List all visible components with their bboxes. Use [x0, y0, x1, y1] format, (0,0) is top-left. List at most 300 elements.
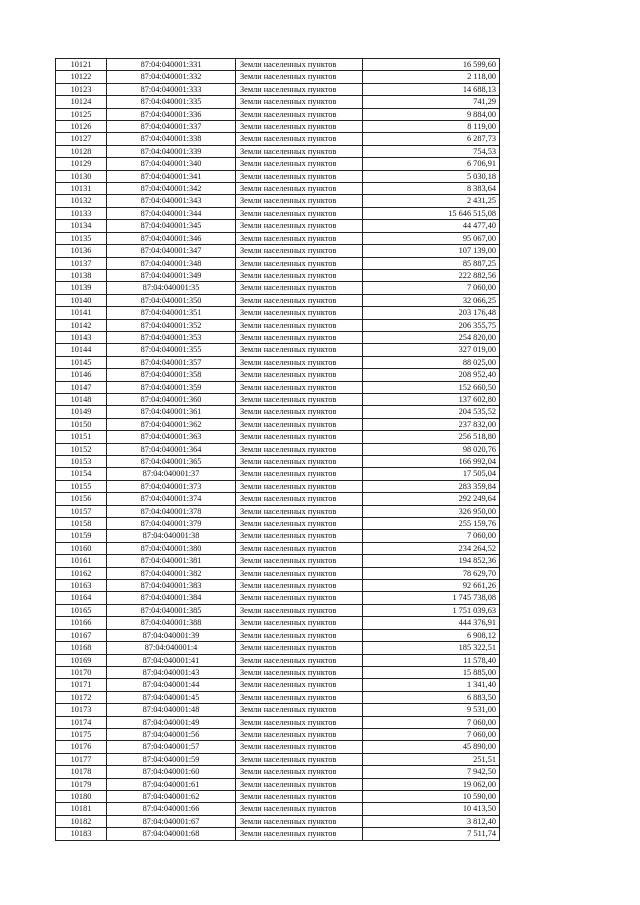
table-row — [56, 815, 500, 827]
table-row — [56, 294, 500, 306]
cadastral-number-cell: 87:04:040001:35 — [107, 282, 236, 294]
table-row — [56, 344, 500, 356]
table-row — [56, 220, 500, 232]
table-row — [56, 530, 500, 542]
land-category-cell: Земли населенных пунктов — [236, 803, 363, 815]
land-category-cell: Земли населенных пунктов — [236, 145, 363, 157]
land-category-cell: Земли населенных пунктов — [236, 257, 363, 269]
table-row — [56, 158, 500, 170]
value-cell: 6 706,91 — [363, 158, 500, 170]
value-cell: 98 020,76 — [363, 443, 500, 455]
row-number-cell: 10132 — [56, 195, 107, 207]
value-cell: 10 413,50 — [363, 803, 500, 815]
land-category-cell: Земли населенных пунктов — [236, 642, 363, 654]
cadastral-number-cell: 87:04:040001:351 — [107, 307, 236, 319]
value-cell: 8 119,00 — [363, 121, 500, 133]
value-cell: 6 908,12 — [363, 629, 500, 641]
row-number-cell: 10168 — [56, 642, 107, 654]
cadastral-number-cell: 87:04:040001:384 — [107, 592, 236, 604]
row-number-cell: 10125 — [56, 108, 107, 120]
land-category-cell: Земли населенных пунктов — [236, 331, 363, 343]
cadastral-number-cell: 87:04:040001:38 — [107, 530, 236, 542]
value-cell: 17 505,04 — [363, 468, 500, 480]
value-cell: 1 751 039,63 — [363, 604, 500, 616]
cadastral-number-cell: 87:04:040001:56 — [107, 728, 236, 740]
row-number-cell: 10163 — [56, 580, 107, 592]
table-row — [56, 443, 500, 455]
land-category-cell: Земли населенных пунктов — [236, 294, 363, 306]
row-number-cell: 10124 — [56, 96, 107, 108]
land-category-cell: Земли населенных пунктов — [236, 828, 363, 840]
cadastral-number-cell: 87:04:040001:385 — [107, 604, 236, 616]
cadastral-number-cell: 87:04:040001:382 — [107, 567, 236, 579]
land-category-cell: Земли населенных пунктов — [236, 629, 363, 641]
cadastral-number-cell: 87:04:040001:62 — [107, 790, 236, 802]
row-number-cell: 10134 — [56, 220, 107, 232]
row-number-cell: 10183 — [56, 828, 107, 840]
cadastral-number-cell: 87:04:040001:358 — [107, 369, 236, 381]
value-cell: 2 118,00 — [363, 71, 500, 83]
land-category-cell: Земли населенных пунктов — [236, 542, 363, 554]
land-category-cell: Земли населенных пунктов — [236, 269, 363, 281]
land-category-cell: Земли населенных пунктов — [236, 493, 363, 505]
table-row — [56, 269, 500, 281]
cadastral-number-cell: 87:04:040001:360 — [107, 393, 236, 405]
cadastral-number-cell: 87:04:040001:348 — [107, 257, 236, 269]
table-row — [56, 592, 500, 604]
cadastral-number-cell: 87:04:040001:345 — [107, 220, 236, 232]
land-category-cell: Земли населенных пунктов — [236, 480, 363, 492]
cadastral-number-cell: 87:04:040001:333 — [107, 83, 236, 95]
cadastral-number-cell: 87:04:040001:373 — [107, 480, 236, 492]
row-number-cell: 10131 — [56, 183, 107, 195]
table-row — [56, 381, 500, 393]
value-cell: 754,53 — [363, 145, 500, 157]
table-row — [56, 741, 500, 753]
cadastral-number-cell: 87:04:040001:338 — [107, 133, 236, 145]
cadastral-number-cell: 87:04:040001:388 — [107, 617, 236, 629]
value-cell: 254 820,00 — [363, 331, 500, 343]
value-cell: 92 661,26 — [363, 580, 500, 592]
value-cell: 234 264,52 — [363, 542, 500, 554]
row-number-cell: 10166 — [56, 617, 107, 629]
land-category-cell: Земли населенных пунктов — [236, 245, 363, 257]
cadastral-number-cell: 87:04:040001:37 — [107, 468, 236, 480]
value-cell: 14 688,13 — [363, 83, 500, 95]
land-category-cell: Земли населенных пунктов — [236, 518, 363, 530]
value-cell: 166 992,04 — [363, 456, 500, 468]
land-category-cell: Земли населенных пунктов — [236, 778, 363, 790]
land-category-cell: Земли населенных пунктов — [236, 220, 363, 232]
land-category-cell: Земли населенных пунктов — [236, 232, 363, 244]
row-number-cell: 10127 — [56, 133, 107, 145]
row-number-cell: 10173 — [56, 704, 107, 716]
value-cell: 152 660,50 — [363, 381, 500, 393]
table-row — [56, 170, 500, 182]
cadastral-number-cell: 87:04:040001:364 — [107, 443, 236, 455]
row-number-cell: 10121 — [56, 59, 107, 71]
row-number-cell: 10182 — [56, 815, 107, 827]
table-row — [56, 505, 500, 517]
land-category-cell: Земли населенных пунктов — [236, 604, 363, 616]
value-cell: 237 832,00 — [363, 418, 500, 430]
cadastral-number-cell: 87:04:040001:339 — [107, 145, 236, 157]
row-number-cell: 10130 — [56, 170, 107, 182]
table-row — [56, 108, 500, 120]
table-row — [56, 728, 500, 740]
row-number-cell: 10180 — [56, 790, 107, 802]
row-number-cell: 10169 — [56, 654, 107, 666]
row-number-cell: 10155 — [56, 480, 107, 492]
row-number-cell: 10157 — [56, 505, 107, 517]
row-number-cell: 10159 — [56, 530, 107, 542]
cadastral-number-cell: 87:04:040001:350 — [107, 294, 236, 306]
row-number-cell: 10152 — [56, 443, 107, 455]
cadastral-number-cell: 87:04:040001:359 — [107, 381, 236, 393]
land-category-cell: Земли населенных пунктов — [236, 530, 363, 542]
land-category-cell: Земли населенных пунктов — [236, 319, 363, 331]
table-row — [56, 691, 500, 703]
value-cell: 8 383,64 — [363, 183, 500, 195]
land-category-cell: Земли населенных пунктов — [236, 468, 363, 480]
land-category-cell: Земли населенных пунктов — [236, 195, 363, 207]
table-row — [56, 71, 500, 83]
cadastral-number-cell: 87:04:040001:383 — [107, 580, 236, 592]
value-cell: 16 599,60 — [363, 59, 500, 71]
value-cell: 1 745 738,08 — [363, 592, 500, 604]
row-number-cell: 10133 — [56, 207, 107, 219]
land-category-cell: Земли населенных пунктов — [236, 381, 363, 393]
land-category-cell: Земли населенных пунктов — [236, 431, 363, 443]
row-number-cell: 10145 — [56, 356, 107, 368]
table-row — [56, 828, 500, 840]
land-category-cell: Земли населенных пунктов — [236, 753, 363, 765]
table-row — [56, 654, 500, 666]
land-category-cell: Земли населенных пунктов — [236, 369, 363, 381]
value-cell: 741,29 — [363, 96, 500, 108]
cadastral-number-cell: 87:04:040001:363 — [107, 431, 236, 443]
row-number-cell: 10165 — [56, 604, 107, 616]
land-category-cell: Земли населенных пунктов — [236, 59, 363, 71]
table-body — [56, 59, 500, 841]
row-number-cell: 10135 — [56, 232, 107, 244]
value-cell: 78 629,70 — [363, 567, 500, 579]
table-row — [56, 679, 500, 691]
row-number-cell: 10144 — [56, 344, 107, 356]
row-number-cell: 10174 — [56, 716, 107, 728]
row-number-cell: 10151 — [56, 431, 107, 443]
cadastral-number-cell: 87:04:040001:352 — [107, 319, 236, 331]
land-category-cell: Земли населенных пунктов — [236, 207, 363, 219]
land-category-cell: Земли населенных пунктов — [236, 691, 363, 703]
value-cell: 185 322,51 — [363, 642, 500, 654]
land-category-cell: Земли населенных пунктов — [236, 71, 363, 83]
table-row — [56, 580, 500, 592]
value-cell: 208 952,40 — [363, 369, 500, 381]
row-number-cell: 10153 — [56, 456, 107, 468]
table-row — [56, 666, 500, 678]
cadastral-number-cell: 87:04:040001:347 — [107, 245, 236, 257]
land-category-cell: Земли населенных пунктов — [236, 505, 363, 517]
value-cell: 327 019,00 — [363, 344, 500, 356]
cadastral-number-cell: 87:04:040001:48 — [107, 704, 236, 716]
table-row — [56, 555, 500, 567]
document-page — [55, 58, 500, 841]
table-row — [56, 480, 500, 492]
value-cell: 2 431,25 — [363, 195, 500, 207]
value-cell: 85 887,25 — [363, 257, 500, 269]
land-category-cell: Земли населенных пунктов — [236, 766, 363, 778]
table-row — [56, 282, 500, 294]
cadastral-number-cell: 87:04:040001:340 — [107, 158, 236, 170]
table-row — [56, 753, 500, 765]
table-row — [56, 195, 500, 207]
value-cell: 326 950,00 — [363, 505, 500, 517]
land-category-cell: Земли населенных пунктов — [236, 728, 363, 740]
row-number-cell: 10140 — [56, 294, 107, 306]
value-cell: 7 060,00 — [363, 530, 500, 542]
cadastral-table — [55, 58, 500, 841]
value-cell: 88 025,00 — [363, 356, 500, 368]
land-category-cell: Земли населенных пунктов — [236, 716, 363, 728]
land-category-cell: Земли населенных пунктов — [236, 393, 363, 405]
cadastral-number-cell: 87:04:040001:60 — [107, 766, 236, 778]
table-row — [56, 778, 500, 790]
value-cell: 255 159,76 — [363, 518, 500, 530]
table-row — [56, 207, 500, 219]
table-row — [56, 790, 500, 802]
row-number-cell: 10178 — [56, 766, 107, 778]
row-number-cell: 10162 — [56, 567, 107, 579]
cadastral-number-cell: 87:04:040001:57 — [107, 741, 236, 753]
table-row — [56, 567, 500, 579]
table-row — [56, 145, 500, 157]
value-cell: 15 646 515,08 — [363, 207, 500, 219]
table-row — [56, 96, 500, 108]
value-cell: 7 060,00 — [363, 728, 500, 740]
table-row — [56, 393, 500, 405]
land-category-cell: Земли населенных пунктов — [236, 418, 363, 430]
row-number-cell: 10128 — [56, 145, 107, 157]
cadastral-number-cell: 87:04:040001:341 — [107, 170, 236, 182]
table-row — [56, 542, 500, 554]
table-row — [56, 642, 500, 654]
row-number-cell: 10147 — [56, 381, 107, 393]
land-category-cell: Земли населенных пунктов — [236, 443, 363, 455]
land-category-cell: Земли населенных пунктов — [236, 580, 363, 592]
value-cell: 444 376,91 — [363, 617, 500, 629]
row-number-cell: 10158 — [56, 518, 107, 530]
cadastral-number-cell: 87:04:040001:365 — [107, 456, 236, 468]
land-category-cell: Земли населенных пунктов — [236, 170, 363, 182]
value-cell: 3 812,40 — [363, 815, 500, 827]
row-number-cell: 10154 — [56, 468, 107, 480]
cadastral-number-cell: 87:04:040001:49 — [107, 716, 236, 728]
cadastral-number-cell: 87:04:040001:335 — [107, 96, 236, 108]
table-row — [56, 418, 500, 430]
row-number-cell: 10149 — [56, 406, 107, 418]
land-category-cell: Земли населенных пунктов — [236, 567, 363, 579]
land-category-cell: Земли населенных пунктов — [236, 83, 363, 95]
land-category-cell: Земли населенных пунктов — [236, 790, 363, 802]
table-row — [56, 766, 500, 778]
value-cell: 95 067,00 — [363, 232, 500, 244]
land-category-cell: Земли населенных пунктов — [236, 666, 363, 678]
table-row — [56, 133, 500, 145]
value-cell: 6 883,50 — [363, 691, 500, 703]
row-number-cell: 10142 — [56, 319, 107, 331]
cadastral-number-cell: 87:04:040001:331 — [107, 59, 236, 71]
row-number-cell: 10170 — [56, 666, 107, 678]
cadastral-number-cell: 87:04:040001:66 — [107, 803, 236, 815]
value-cell: 5 030,18 — [363, 170, 500, 182]
value-cell: 203 176,48 — [363, 307, 500, 319]
cadastral-number-cell: 87:04:040001:381 — [107, 555, 236, 567]
land-category-cell: Земли населенных пунктов — [236, 307, 363, 319]
cadastral-number-cell: 87:04:040001:355 — [107, 344, 236, 356]
table-row — [56, 232, 500, 244]
table-row — [56, 518, 500, 530]
row-number-cell: 10179 — [56, 778, 107, 790]
cadastral-number-cell: 87:04:040001:349 — [107, 269, 236, 281]
table-row — [56, 456, 500, 468]
value-cell: 292 249,64 — [363, 493, 500, 505]
row-number-cell: 10136 — [56, 245, 107, 257]
table-row — [56, 629, 500, 641]
row-number-cell: 10171 — [56, 679, 107, 691]
land-category-cell: Земли населенных пунктов — [236, 679, 363, 691]
land-category-cell: Земли населенных пунктов — [236, 456, 363, 468]
table-row — [56, 83, 500, 95]
table-row — [56, 245, 500, 257]
row-number-cell: 10123 — [56, 83, 107, 95]
value-cell: 107 139,00 — [363, 245, 500, 257]
land-category-cell: Земли населенных пунктов — [236, 96, 363, 108]
cadastral-number-cell: 87:04:040001:361 — [107, 406, 236, 418]
cadastral-number-cell: 87:04:040001:357 — [107, 356, 236, 368]
table-row — [56, 59, 500, 71]
cadastral-number-cell: 87:04:040001:374 — [107, 493, 236, 505]
table-row — [56, 803, 500, 815]
row-number-cell: 10141 — [56, 307, 107, 319]
table-row — [56, 121, 500, 133]
value-cell: 45 890,00 — [363, 741, 500, 753]
land-category-cell: Земли населенных пунктов — [236, 344, 363, 356]
cadastral-number-cell: 87:04:040001:41 — [107, 654, 236, 666]
row-number-cell: 10150 — [56, 418, 107, 430]
land-category-cell: Земли населенных пунктов — [236, 356, 363, 368]
cadastral-number-cell: 87:04:040001:67 — [107, 815, 236, 827]
land-category-cell: Земли населенных пунктов — [236, 617, 363, 629]
value-cell: 222 882,56 — [363, 269, 500, 281]
value-cell: 256 518,80 — [363, 431, 500, 443]
land-category-cell: Земли населенных пунктов — [236, 406, 363, 418]
row-number-cell: 10175 — [56, 728, 107, 740]
value-cell: 7 060,00 — [363, 716, 500, 728]
cadastral-number-cell: 87:04:040001:343 — [107, 195, 236, 207]
cadastral-number-cell: 87:04:040001:380 — [107, 542, 236, 554]
table-row — [56, 716, 500, 728]
row-number-cell: 10160 — [56, 542, 107, 554]
value-cell: 204 535,52 — [363, 406, 500, 418]
row-number-cell: 10164 — [56, 592, 107, 604]
value-cell: 19 062,00 — [363, 778, 500, 790]
land-category-cell: Земли населенных пунктов — [236, 121, 363, 133]
table-row — [56, 307, 500, 319]
row-number-cell: 10143 — [56, 331, 107, 343]
value-cell: 283 359,84 — [363, 480, 500, 492]
table-row — [56, 183, 500, 195]
table-row — [56, 617, 500, 629]
cadastral-number-cell: 87:04:040001:379 — [107, 518, 236, 530]
value-cell: 9 531,00 — [363, 704, 500, 716]
cadastral-number-cell: 87:04:040001:45 — [107, 691, 236, 703]
table-row — [56, 356, 500, 368]
value-cell: 15 885,00 — [363, 666, 500, 678]
row-number-cell: 10126 — [56, 121, 107, 133]
cadastral-number-cell: 87:04:040001:39 — [107, 629, 236, 641]
land-category-cell: Земли населенных пунктов — [236, 555, 363, 567]
row-number-cell: 10146 — [56, 369, 107, 381]
land-category-cell: Земли населенных пунктов — [236, 183, 363, 195]
table-row — [56, 468, 500, 480]
land-category-cell: Земли населенных пунктов — [236, 704, 363, 716]
land-category-cell: Земли населенных пунктов — [236, 133, 363, 145]
land-category-cell: Земли населенных пунктов — [236, 741, 363, 753]
cadastral-number-cell: 87:04:040001:342 — [107, 183, 236, 195]
cadastral-number-cell: 87:04:040001:61 — [107, 778, 236, 790]
cadastral-number-cell: 87:04:040001:336 — [107, 108, 236, 120]
row-number-cell: 10177 — [56, 753, 107, 765]
table-row — [56, 369, 500, 381]
row-number-cell: 10138 — [56, 269, 107, 281]
table-row — [56, 704, 500, 716]
value-cell: 6 287,73 — [363, 133, 500, 145]
value-cell: 11 578,40 — [363, 654, 500, 666]
value-cell: 137 602,80 — [363, 393, 500, 405]
cadastral-number-cell: 87:04:040001:43 — [107, 666, 236, 678]
value-cell: 194 852,36 — [363, 555, 500, 567]
value-cell: 7 511,74 — [363, 828, 500, 840]
cadastral-number-cell: 87:04:040001:346 — [107, 232, 236, 244]
value-cell: 206 355,75 — [363, 319, 500, 331]
cadastral-number-cell: 87:04:040001:362 — [107, 418, 236, 430]
value-cell: 251,51 — [363, 753, 500, 765]
value-cell: 10 590,00 — [363, 790, 500, 802]
cadastral-number-cell: 87:04:040001:4 — [107, 642, 236, 654]
land-category-cell: Земли населенных пунктов — [236, 282, 363, 294]
row-number-cell: 10156 — [56, 493, 107, 505]
table-row — [56, 257, 500, 269]
land-category-cell: Земли населенных пунктов — [236, 158, 363, 170]
row-number-cell: 10137 — [56, 257, 107, 269]
value-cell: 7 060,00 — [363, 282, 500, 294]
land-category-cell: Земли населенных пунктов — [236, 592, 363, 604]
value-cell: 44 477,40 — [363, 220, 500, 232]
table-row — [56, 319, 500, 331]
land-category-cell: Земли населенных пунктов — [236, 108, 363, 120]
row-number-cell: 10129 — [56, 158, 107, 170]
value-cell: 1 341,40 — [363, 679, 500, 691]
land-category-cell: Земли населенных пунктов — [236, 654, 363, 666]
table-row — [56, 493, 500, 505]
row-number-cell: 10172 — [56, 691, 107, 703]
row-number-cell: 10181 — [56, 803, 107, 815]
table-row — [56, 406, 500, 418]
table-row — [56, 604, 500, 616]
cadastral-number-cell: 87:04:040001:59 — [107, 753, 236, 765]
row-number-cell: 10161 — [56, 555, 107, 567]
